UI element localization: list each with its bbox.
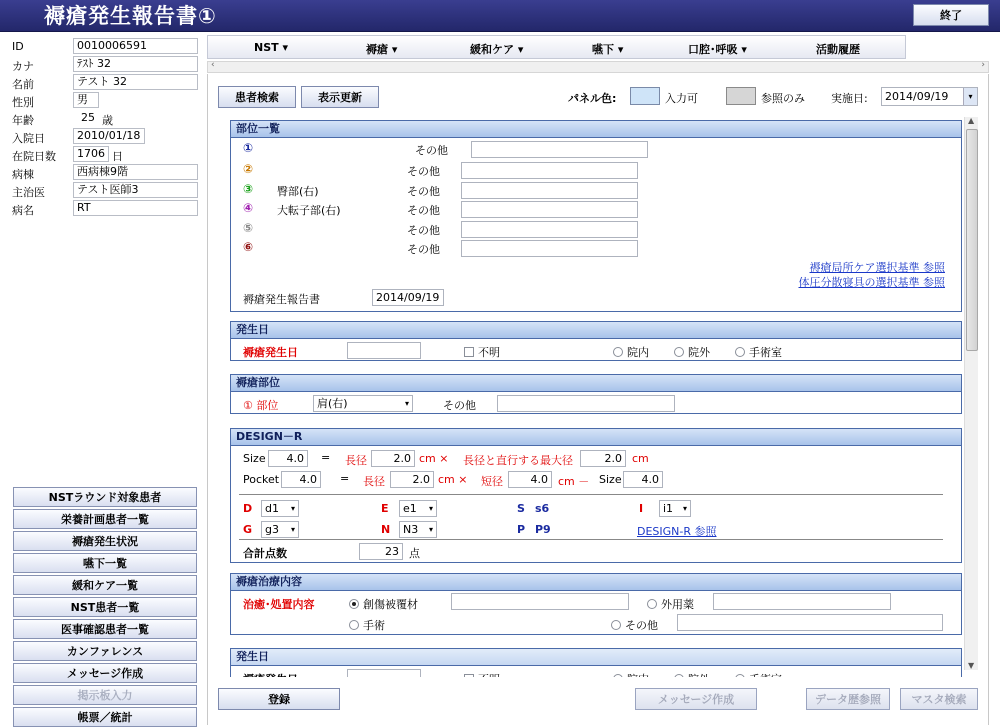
perp-axis-label: 長径と直行する最大径: [463, 454, 573, 467]
menu-pressure-ulcer[interactable]: 褥瘡 ▾: [366, 43, 398, 56]
site-other-input-3[interactable]: [461, 182, 638, 199]
site-other-input-5[interactable]: [461, 221, 638, 238]
treat-surgery-radio[interactable]: 手術: [349, 617, 385, 633]
treatment-panel: [230, 573, 962, 635]
menu-swallow[interactable]: 嚥下 ▾: [592, 43, 624, 56]
size-equals: =: [321, 451, 331, 464]
total-label: 合計点数: [243, 547, 287, 560]
long-axis-label: 長径: [345, 454, 367, 467]
local-care-link[interactable]: 褥瘡局所ケア選択基準 参照: [809, 261, 945, 274]
site-other-label-4: その他: [407, 204, 440, 217]
master-search-button: マスタ検索: [900, 688, 978, 710]
treatment-label: 治癒･処置内容: [243, 598, 315, 611]
design-g-label: G: [243, 523, 253, 536]
onset-date-label: 褥瘡発生日: [243, 346, 298, 359]
long-axis-unit: cm ×: [419, 452, 449, 465]
design-n-select[interactable]: N3 ▾: [399, 521, 437, 538]
radio-icon[interactable]: [735, 347, 745, 357]
ulcer-site-label: ① 部位: [243, 399, 279, 412]
short-axis-unit: cm －: [558, 475, 590, 488]
vertical-scrollbar[interactable]: [964, 117, 978, 670]
pocket-input[interactable]: 4.0: [281, 471, 321, 488]
radio-icon[interactable]: [349, 599, 359, 609]
mattress-link[interactable]: 体圧分散寝具の選択基準 参照: [798, 276, 945, 289]
chevron-down-icon[interactable]: ▾: [428, 525, 433, 534]
input-color-swatch: [630, 87, 660, 105]
nav-nutrition-plan[interactable]: 栄養計画患者一覧: [13, 509, 197, 529]
ulcer-site-select[interactable]: 肩(右) ▾: [313, 395, 413, 412]
nav-medical-check[interactable]: 医事確認患者一覧: [13, 619, 197, 639]
pocket-long-label: 長径: [363, 475, 385, 488]
patient-age-row: [0, 109, 206, 127]
chevron-down-icon[interactable]: ▾: [290, 504, 295, 513]
radio-icon[interactable]: [611, 620, 621, 630]
patient-stay-row: [0, 145, 206, 163]
patient-name-row: [0, 73, 206, 91]
site-num-1: ①: [243, 141, 254, 155]
nav-bulletin: 掲示板入力: [13, 685, 197, 705]
ulcer-site-other-label: その他: [443, 399, 476, 412]
treat-dressing-input[interactable]: [451, 593, 629, 610]
patient-stay-value: 1706: [73, 146, 109, 162]
patient-sidebar: [0, 33, 206, 725]
refresh-button[interactable]: 表示更新: [301, 86, 379, 108]
site-list-panel: [230, 120, 962, 312]
scroll-down-icon[interactable]: ▼: [968, 661, 975, 670]
nav-nst-round[interactable]: NSTラウンド対象患者: [13, 487, 197, 507]
panel-color-label: パネル色:: [568, 92, 617, 105]
horizontal-scrollbar[interactable]: [207, 61, 989, 73]
chevron-down-icon: ▾: [517, 43, 524, 56]
patient-doctor-label: 主治医: [12, 186, 45, 199]
nav-palliative-list[interactable]: 緩和ケア一覧: [13, 575, 197, 595]
onset-panel: [230, 321, 962, 361]
date-label: 実施日:: [831, 92, 868, 105]
chevron-down-icon[interactable]: ▾: [428, 504, 433, 513]
site-other-label-5: その他: [407, 224, 440, 237]
treat-topical-radio[interactable]: 外用薬: [647, 596, 694, 612]
chevron-down-icon[interactable]: ▾: [963, 88, 977, 105]
design-e-label: E: [381, 502, 389, 515]
site-num-3: ③: [243, 182, 254, 196]
design-i-label: I: [639, 502, 644, 515]
patient-kana-row: [0, 55, 206, 73]
site-other-input-4[interactable]: [461, 201, 638, 218]
patient-admit-value: 2010/01/18: [73, 128, 145, 144]
message-button: メッセージ作成: [635, 688, 757, 710]
total-unit: 点: [409, 547, 420, 560]
register-button[interactable]: 登録: [218, 688, 340, 710]
patient-ward-value: 西病棟9階: [73, 164, 198, 180]
design-i-select[interactable]: i1 ▾: [659, 500, 691, 517]
patient-sex-label: 性別: [12, 96, 34, 109]
onset-header: 発生日: [231, 322, 961, 339]
radio-icon[interactable]: [613, 347, 623, 357]
patient-id-value: 0010006591: [73, 38, 198, 54]
input-ok-label: 入力可: [665, 92, 698, 105]
long-axis-input[interactable]: 2.0: [371, 450, 415, 467]
site-other-label-2: その他: [407, 165, 440, 178]
treat-topical-input[interactable]: [713, 593, 891, 610]
site-other-label-6: その他: [407, 243, 440, 256]
radio-icon[interactable]: [674, 347, 684, 357]
patient-sex-row: [0, 91, 206, 109]
design-r-link[interactable]: DESIGN-R 参照: [637, 525, 717, 538]
nav-nst-patients[interactable]: NST患者一覧: [13, 597, 197, 617]
short-axis-label: 短径: [481, 475, 503, 488]
history-button: データ歴参照: [806, 688, 890, 710]
chevron-down-icon: ▾: [617, 43, 624, 56]
onset-unknown[interactable]: 不明: [464, 344, 500, 360]
bottom-bar: [208, 677, 988, 725]
ref-color-swatch: [726, 87, 756, 105]
chevron-down-icon[interactable]: ▾: [290, 525, 295, 534]
perp-axis-input[interactable]: 2.0: [580, 450, 626, 467]
site-other-input-2[interactable]: [461, 162, 638, 179]
app-title: 褥瘡発生報告書①: [44, 4, 217, 28]
design-d-label: D: [243, 502, 253, 515]
patient-admit-label: 入院日: [12, 132, 45, 145]
patient-name-label: 名前: [12, 78, 34, 91]
site-num-6: ⑥: [243, 240, 254, 254]
menu-bar: [207, 35, 906, 59]
treat-other-input[interactable]: [677, 614, 943, 631]
size-input[interactable]: 4.0: [268, 450, 308, 467]
design-s-value: s6: [535, 502, 550, 515]
site-name-3: 臀部(右): [277, 185, 319, 198]
site-num-2: ②: [243, 162, 254, 176]
perp-axis-unit: cm: [632, 452, 649, 465]
patient-admit-row: [0, 127, 206, 145]
pocket-long-input[interactable]: 2.0: [390, 471, 434, 488]
scroll-right-icon[interactable]: ›: [981, 60, 985, 70]
patient-search-button[interactable]: 患者検索: [218, 86, 296, 108]
design-p-value: P9: [535, 523, 551, 536]
pocket-long-unit: cm ×: [438, 473, 468, 486]
site-other-label-1: その他: [415, 144, 448, 157]
patient-disease-row: [0, 199, 206, 217]
pocket-equals: =: [340, 472, 350, 485]
onset-in-radio[interactable]: 院内: [613, 344, 649, 360]
onset2-header: 発生日: [231, 649, 961, 666]
short-axis-input[interactable]: 4.0: [508, 471, 552, 488]
site-other-input-1[interactable]: [471, 141, 648, 158]
radio-icon[interactable]: [349, 620, 359, 630]
title-bar: [0, 0, 1000, 32]
treat-other-radio[interactable]: その他: [611, 617, 658, 633]
onset-out-radio[interactable]: 院外: [674, 344, 710, 360]
patient-sex-value: 男: [73, 92, 99, 108]
site-name-4: 大転子部(右): [277, 204, 341, 217]
design-g-select[interactable]: g3 ▾: [261, 521, 299, 538]
pocket-size-input[interactable]: 4.0: [623, 471, 663, 488]
nav-message[interactable]: メッセージ作成: [13, 663, 197, 683]
patient-id-label: ID: [12, 40, 24, 53]
patient-name-value: テスト 32: [73, 74, 198, 90]
patient-disease-value: RT: [73, 200, 198, 216]
design-s-label: S: [517, 502, 525, 515]
date-select[interactable]: 2014/09/19 ▾: [881, 87, 978, 106]
pocket-size-label: Size: [599, 473, 622, 486]
chevron-down-icon[interactable]: ▾: [682, 504, 687, 513]
chevron-down-icon[interactable]: ▾: [404, 399, 409, 408]
scrollbar-thumb[interactable]: [966, 129, 978, 351]
patient-kana-label: カナ: [12, 60, 34, 73]
ulcer-site-panel: [230, 374, 962, 414]
radio-icon[interactable]: [647, 599, 657, 609]
patient-doctor-row: [0, 181, 206, 199]
divider: [239, 494, 943, 495]
design-p-label: P: [517, 523, 526, 536]
patient-kana-value: ﾃｽﾄ 32: [73, 56, 198, 72]
treat-dressing-radio[interactable]: 創傷被覆材: [349, 596, 418, 612]
scroll-left-icon[interactable]: ‹: [211, 60, 215, 70]
menu-activity[interactable]: 活動履歴: [816, 43, 860, 56]
nav-swallow-list[interactable]: 嚥下一覧: [13, 553, 197, 573]
patient-ward-label: 病棟: [12, 168, 34, 181]
design-n-label: N: [381, 523, 391, 536]
ref-only-label: 参照のみ: [761, 92, 805, 105]
nav-pressure-ulcer[interactable]: 褥瘡発生状況: [13, 531, 197, 551]
chevron-down-icon: ▾: [282, 41, 289, 54]
patient-ward-row: [0, 163, 206, 181]
patient-stay-unit: 日: [112, 150, 123, 163]
total-value: 23: [359, 543, 403, 560]
site-other-input-6[interactable]: [461, 240, 638, 257]
size-label: Size: [243, 452, 266, 465]
onset-or-radio[interactable]: 手術室: [735, 344, 782, 360]
ulcer-site-header: 褥瘡部位: [231, 375, 961, 392]
main-content: [207, 74, 989, 725]
report-date[interactable]: 2014/09/19: [372, 289, 444, 306]
onset-date-input[interactable]: [347, 342, 421, 359]
menu-nst[interactable]: NST ▾: [254, 41, 289, 54]
chevron-down-icon: ▾: [741, 43, 747, 56]
nav-conference[interactable]: カンファレンス: [13, 641, 197, 661]
menu-oral-resp[interactable]: 口腔･呼吸 ▾: [688, 43, 747, 56]
exit-button[interactable]: 終了: [913, 4, 989, 26]
pocket-label: Pocket: [243, 473, 280, 486]
ulcer-site-other-input[interactable]: [497, 395, 675, 412]
design-r-panel: [230, 428, 962, 563]
site-num-4: ④: [243, 201, 254, 215]
design-e-select[interactable]: e1 ▾: [399, 500, 437, 517]
site-num-5: ⑤: [243, 221, 254, 235]
design-r-header: DESIGN－R: [231, 429, 961, 446]
divider: [239, 539, 943, 540]
chevron-down-icon: ▾: [391, 43, 398, 56]
patient-age-unit: 歳: [102, 114, 113, 127]
patient-age-value: 25: [73, 110, 99, 126]
patient-doctor-value: テスト医師3: [73, 182, 198, 198]
checkbox-icon[interactable]: [464, 347, 474, 357]
site-list-header: 部位一覧: [231, 121, 961, 138]
patient-age-label: 年齢: [12, 114, 34, 127]
patient-id-row: [0, 37, 206, 55]
site-other-label-3: その他: [407, 185, 440, 198]
patient-stay-label: 在院日数: [12, 150, 56, 163]
report-label: 褥瘡発生報告書: [243, 293, 320, 306]
nav-reports[interactable]: 帳票／統計: [13, 707, 197, 727]
design-d-select[interactable]: d1 ▾: [261, 500, 299, 517]
scroll-up-icon[interactable]: ▲: [968, 116, 975, 125]
menu-palliative[interactable]: 緩和ケア ▾: [470, 43, 524, 56]
treatment-header: 褥瘡治療内容: [231, 574, 961, 591]
patient-disease-label: 病名: [12, 204, 34, 217]
